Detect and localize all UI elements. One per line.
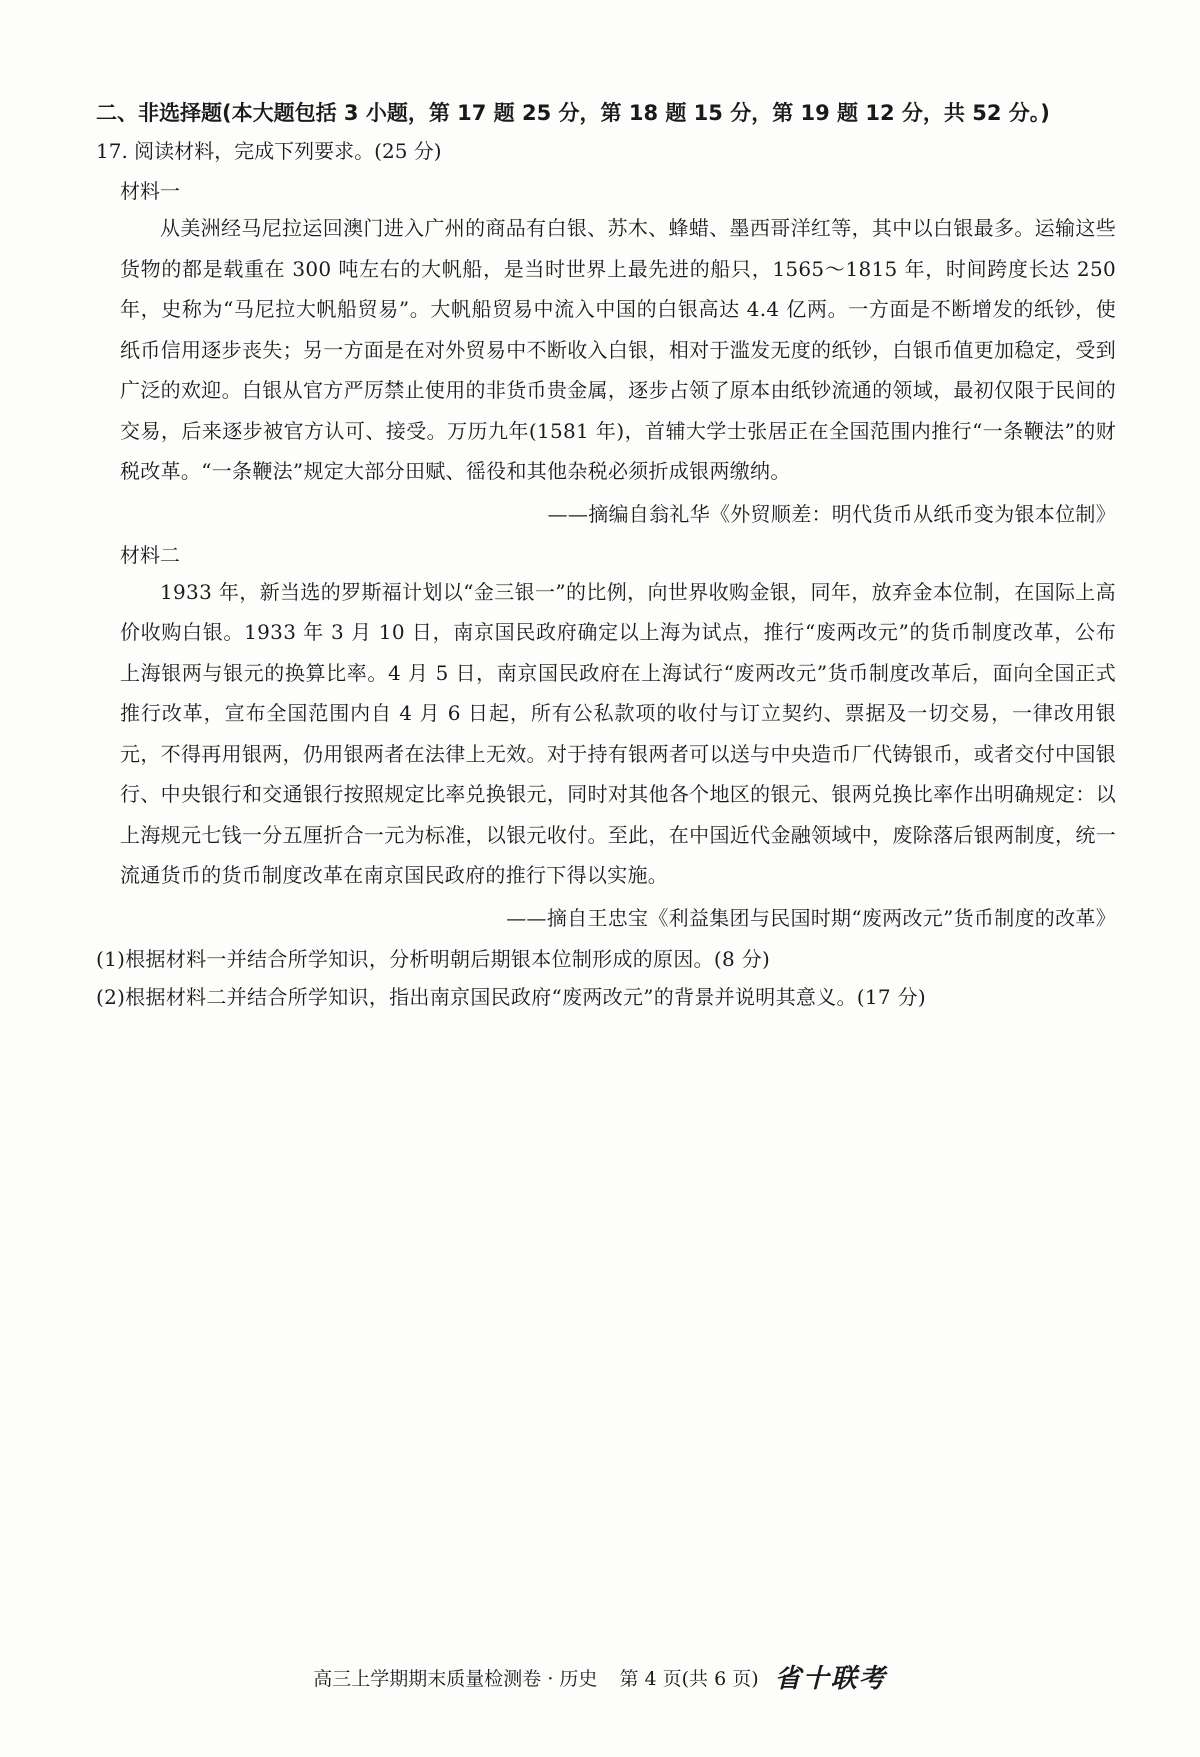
material-2: [96, 538, 1116, 938]
material-1-title: 材料一: [120, 179, 180, 203]
footer-page-info: 第 4 页(共 6 页): [619, 1668, 759, 1690]
material-1: [96, 174, 1116, 534]
material-2-source: ——摘自王忠宝《利益集团与民国时期“废两改元”货币制度的改革》: [506, 905, 1116, 930]
material-2-body: 1933 年，新当选的罗斯福计划以“金三银一”的比例，向世界收购金银，同年，放弃金本位制，在国际上高价收购白银。1933 年 3 月 10 日，南京国民政府确定以上海为试点，推行“废两改元”的货币制度改革，公布上海银两与银元的换算比率。4 月 5 日，南京国民政府在上海试行“废两改元”货币制度改革后，面向全国正式推行改革，宣布全国范围内自 4 月 6 日起，所有公私款项的收付与订立契约、票据及一切交易，一律改用银元，不得再用银两，仍用银两者在法律上无效。对于持有银两者可以送与中央造币厂代铸银币，或者交付中国银行、中央银行和交通银行按照规定比率兑换银元，同时对其他各个地区的银元、银两兑换比率作出明确规定：以上海规元七钱一分五厘折合一元为标准，以银元收付。至此，在中国近代金融领域中，废除落后银两制度，统一流通货币的货币制度改革在南京国民政府的推行下得以实施。: [120, 579, 1116, 887]
footer-brand-logo: 省十联考: [774, 1664, 887, 1694]
material-1-body: 从美洲经马尼拉运回澳门进入广州的商品有白银、苏木、蜂蜡、墨西哥洋红等，其中以白银最多。运输这些货物的都是载重在 300 吨左右的大帆船，是当时世界上最先进的船只，1565～1815 年，时间跨度长达 250 年，史称为“马尼拉大帆船贸易”。大帆船贸易中流入中国的白银高达 4.4 亿两。一方面是不断增发的纸钞，使纸币信用逐步丧失；另一方面是在对外贸易中不断收入白银，相对于滥发无度的纸钞，白银币值更加稳定，受到广泛的欢迎。白银从官方严厉禁止使用的非货币贵金属，逐步占领了原本由纸钞流通的领域，最初仅限于民间的交易，后来逐步被官方认可、接受。万历九年(1581 年)，首辅大学士张居正在全国范围内推行“一条鞭法”的财税改革。“一条鞭法”规定大部分田赋、徭役和其他杂税必须折成银两缴纳。: [120, 216, 1116, 483]
material-2-title: 材料二: [120, 542, 180, 567]
question-17-stem: 17. 阅读材料，完成下列要求。(25 分): [96, 139, 442, 163]
sub-question-2: (2)根据材料二并结合所学知识，指出南京国民政府“废两改元”的背景并说明其意义。(17 分): [96, 984, 926, 1009]
footer-exam-title: 高三上学期期末质量检测卷 · 历史: [313, 1668, 598, 1690]
page-footer: [0, 1664, 1200, 1694]
page-content: [96, 96, 1116, 1016]
material-1-source: ——摘编自翁礼华《外贸顺差：明代货币从纸币变为银本位制》: [547, 501, 1116, 526]
sub-question-1: (1)根据材料一并结合所学知识，分析明朝后期银本位制形成的原因。(8 分): [96, 946, 771, 971]
section-heading: 二、非选择题(本大题包括 3 小题，第 17 题 25 分，第 18 题 15 分，第 19 题 12 分，共 52 分。): [96, 101, 1050, 125]
sub-questions: [96, 940, 1116, 1016]
